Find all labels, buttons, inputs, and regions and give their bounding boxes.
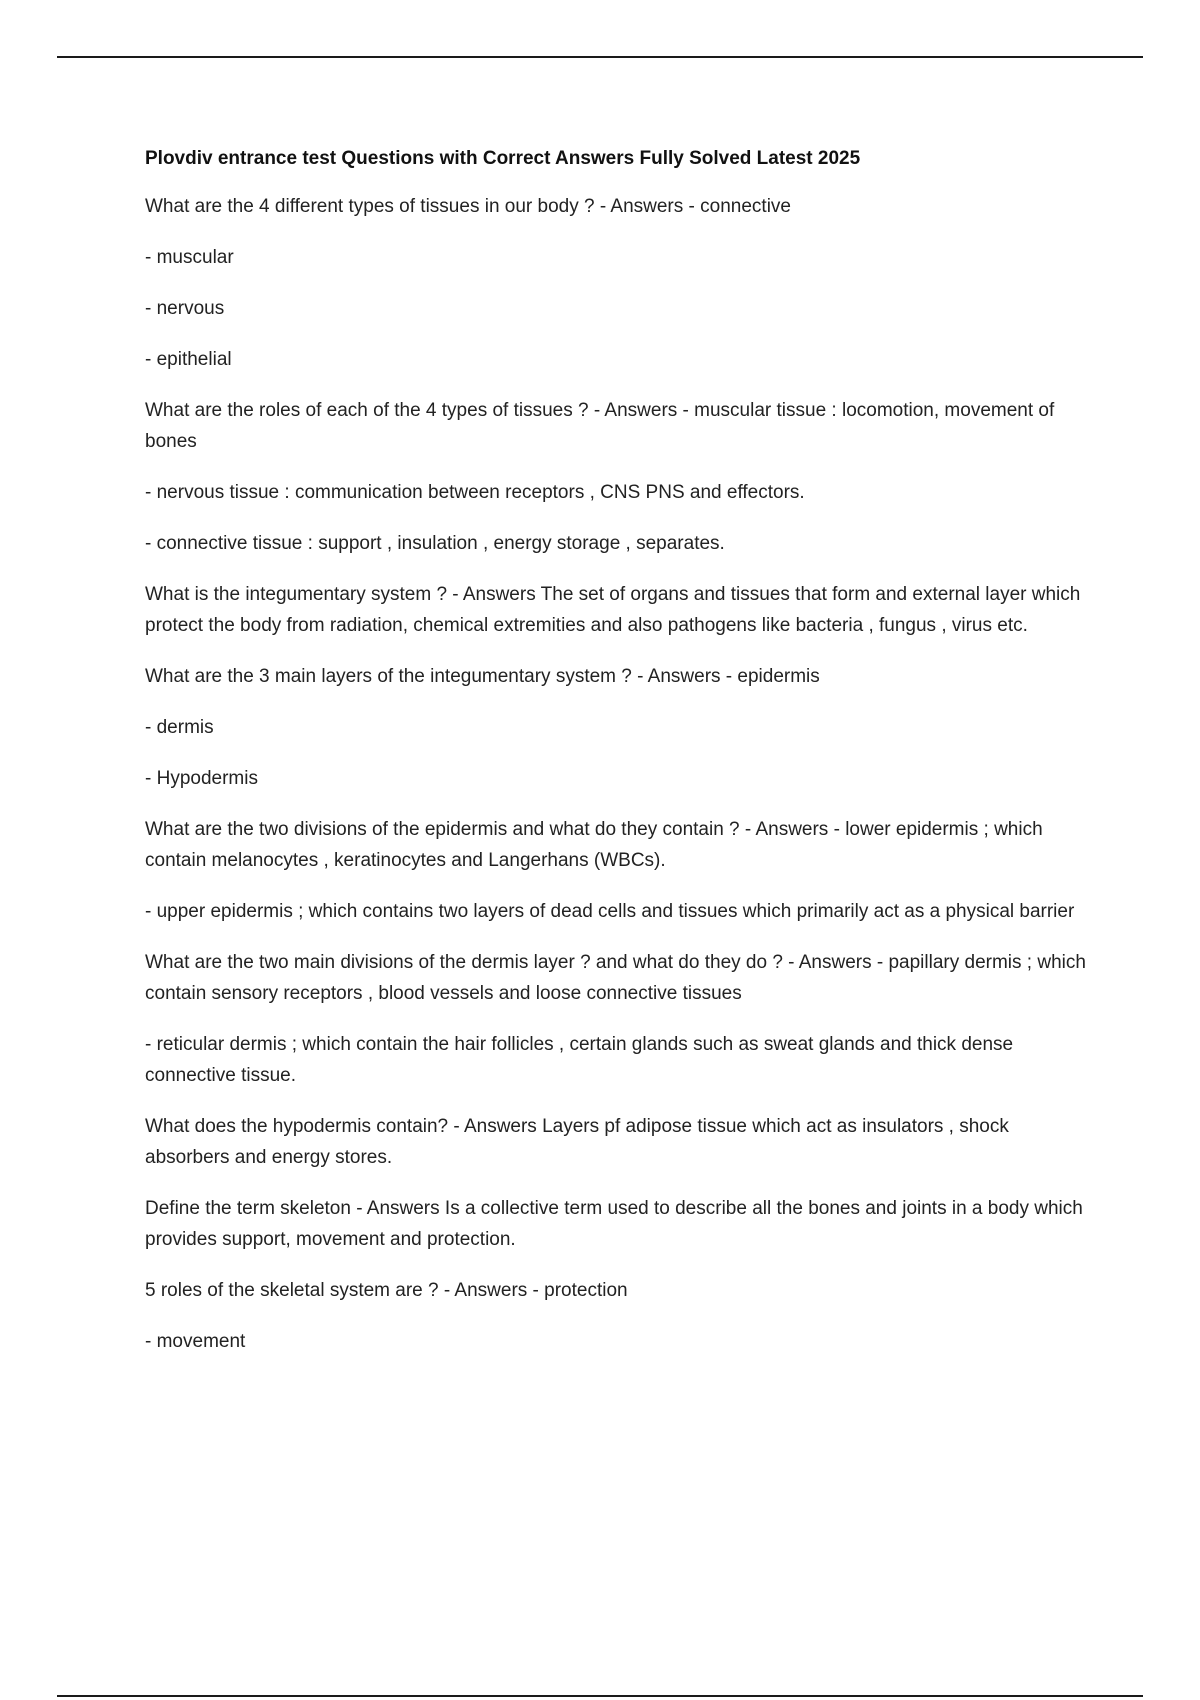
- paragraph: What are the 4 different types of tissues in our body ? - Answers - connective: [145, 196, 791, 217]
- paragraph: - reticular dermis ; which contain the hair follicles , certain glands such as sweat glands and thick dense connective tissue.: [145, 1034, 1014, 1086]
- paragraph: - nervous: [145, 298, 225, 319]
- paragraph: - epithelial: [145, 349, 232, 370]
- paragraph: What are the two divisions of the epidermis and what do they contain ? - Answers - lower epidermis ; which contain melanocytes , keratinocytes and Langerhans (WBCs).: [145, 819, 1043, 871]
- paragraph: - dermis: [145, 717, 214, 738]
- paragraph: 5 roles of the skeletal system are ? - Answers - protection: [145, 1280, 628, 1301]
- footer-rule: [57, 1695, 1143, 1697]
- paragraph: What is the integumentary system ? - Answers The set of organs and tissues that form and external layer which protect the body from radiation, chemical extremities and also pathogens like bacteria , fungus , virus etc.: [145, 584, 1081, 636]
- paragraph: What are the 3 main layers of the integumentary system ? - Answers - epidermis: [145, 666, 820, 687]
- document-body: [145, 144, 1090, 1377]
- paragraph: - nervous tissue : communication between receptors , CNS PNS and effectors.: [145, 482, 805, 503]
- paragraph: What does the hypodermis contain? - Answers Layers pf adipose tissue which act as insulators , shock absorbers and energy stores.: [145, 1116, 1009, 1168]
- paragraph: What are the roles of each of the 4 types of tissues ? - Answers - muscular tissue : locomotion, movement of bones: [145, 400, 1055, 452]
- paragraph: - movement: [145, 1331, 246, 1352]
- paragraph: - upper epidermis ; which contains two layers of dead cells and tissues which primarily act as a physical barrier: [145, 901, 1075, 922]
- document-title: Plovdiv entrance test Questions with Correct Answers Fully Solved Latest 2025: [145, 148, 861, 169]
- paragraph: Define the term skeleton - Answers Is a collective term used to describe all the bones and joints in a body which provides support, movement and protection.: [145, 1198, 1083, 1250]
- paragraph: - connective tissue : support , insulation , energy storage , separates.: [145, 533, 725, 554]
- paragraph: - muscular: [145, 247, 234, 268]
- paragraph: - Hypodermis: [145, 768, 258, 789]
- paragraph: What are the two main divisions of the dermis layer ? and what do they do ? - Answers - papillary dermis ; which contain sensory receptors , blood vessels and loose connective tissues: [145, 952, 1086, 1004]
- header-rule: [57, 56, 1143, 58]
